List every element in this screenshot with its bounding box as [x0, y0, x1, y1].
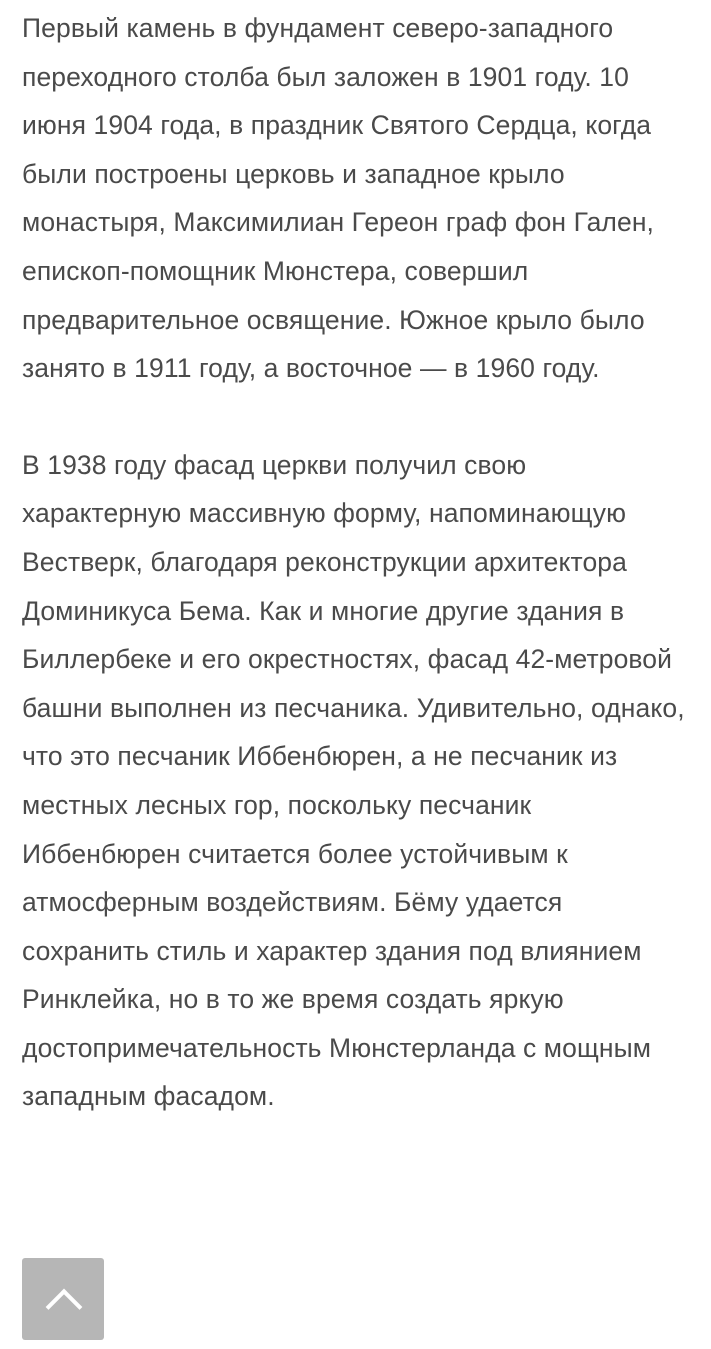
- article-body: [22, 0, 689, 1121]
- article-paragraph: В 1938 году фасад церкви получил свою характерную массивную форму, напоминающую Вестверк, благодаря реконструкции архитектора Доминикуса Бема. Как и многие другие здания в Биллербеке и его окрестностях, фасад 42-метровой башни выполнен из песчаника. Удивительно, однако, что это песчаник Иббенбюрен, а не песчаник из местных лесных гор, поскольку песчаник Иббенбюрен считается более устойчивым к атмосферным воздействиям. Бёму удается сохранить стиль и характер здания под влиянием Ринклейка, но в то же время создать яркую достопримечательность Мюнстерланда с мощным западным фасадом.: [22, 449, 685, 1112]
- chevron-up-icon: [48, 1284, 78, 1314]
- scroll-to-top-button[interactable]: [22, 1258, 104, 1340]
- article-paragraph: Первый камень в фундамент северо-западного переходного столба был заложен в 1901 году. 10 июня 1904 года, в праздник Святого Сердца, когда были построены церковь и западное крыло монастыря, Максимилиан Гереон граф фон Гален, епископ-помощник Мюнстера, совершил предварительное освящение. Южное крыло было занято в 1911 году, а восточное — в 1960 году.: [22, 13, 655, 384]
